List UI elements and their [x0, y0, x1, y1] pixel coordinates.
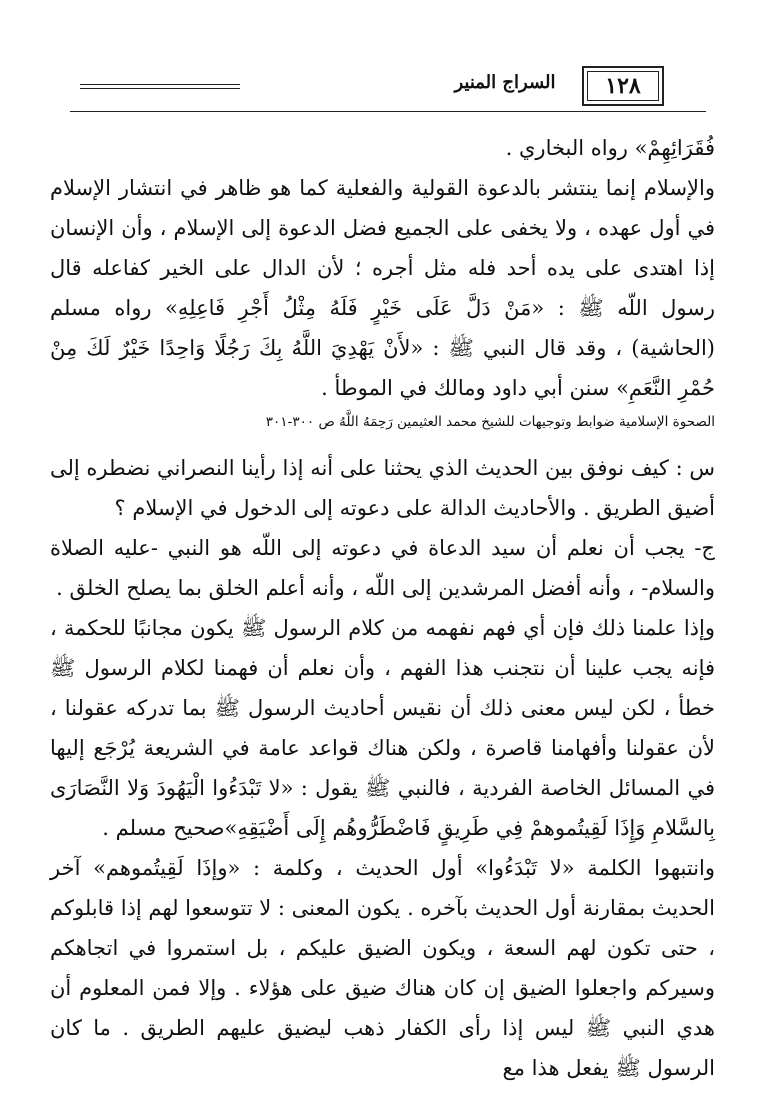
book-title: السراج المنير	[454, 72, 556, 93]
header-ornament-left	[80, 84, 240, 89]
question-paragraph: س : كيف نوفق بين الحديث الذي يحثنا على أنه إذا رأينا النصراني نضطره إلى أضيق الطريق . والأحاديث الدالة على دعوته إلى الدخول في الإسلام ؟	[50, 456, 715, 520]
answer-paragraph: ج- يجب أن نعلم أن سيد الدعاة في دعوته إلى اللّه هو النبي -عليه الصلاة والسلام- ، وأنه أفضل المرشدين إلى اللّه ، وأنه أعلم الخلق بما يصلح الخلق .	[50, 536, 715, 600]
paragraph-explanation: وانتبهوا الكلمة «لا تَبْدَءُوا» أول الحديث ، وكلمة : «وإذَا لَقِيتُموهم» آخر الحديث بمقارنة أول الحديث بآخره . يكون المعنى : لا تتوسعوا لهم إذا قابلوكم ، حتى تكون لهم السعة ، ويكون الضيق عليكم ، بل استمروا في اتجاهكم وسيركم واجعلوا الضيق إن كان هناك ضيق على هؤلاء . وإلا فمن المعلوم أن هدي النبي ﷺ ليس إذا رأى الكفار ذهب ليضيق عليهم الطريق . ما كان الرسول ﷺ يفعل هذا مع	[50, 856, 715, 1080]
paragraph-understanding: وإذا علمنا ذلك فإن أي فهم نفهمه من كلام الرسول ﷺ يكون مجانبًا للحكمة ، فإنه يجب علينا أن نتجنب هذا الفهم ، وأن نعلم أن فهمنا لكلام الرسول ﷺ خطأ ، لكن ليس معنى ذلك أن نقيس أحاديث الرسول ﷺ بما تدركه عقولنا ، لأن عقولنا وأفهامنا قاصرة ، ولكن هناك قواعد عامة في الشريعة يُرْجَع إليها في المسائل الخاصة الفردية ، فالنبي ﷺ يقول : «لا تَبْدَءُوا الْيَهُودَ وَلا النَّصَارَى بِالسَّلامِ وَإِذَا لَقِيتُموهمْ فِي طَرِيقٍ فَاضْطَرُّوهُم إِلَى أَضْيَقِهِ»صحيح مسلم .	[50, 616, 715, 840]
paragraph-dawah: والإسلام إنما ينتشر بالدعوة القولية والفعلية كما هو ظاهر في انتشار الإسلام في أول عهده ، ولا يخفى على الجميع فضل الدعوة إلى الإسلام ، وأن الإنسان إذا اهتدى على يده أحد فله مثل أجره ؛ لأن الدال على الخير كفاعله قال رسول اللّه ﷺ : «مَنْ دَلَّ عَلَى خَيْرٍ فَلَهُ مِثْلُ أَجْرِ فَاعِلِهِ» رواه مسلم (الحاشية) ، وقد قال النبي ﷺ : «لأَنْ يَهْدِيَ اللَّهُ بِكَ رَجُلًا وَاحِدًا خَيْرٌ لَكَ مِنْ حُمْرِ النَّعَمِ» سنن أبي داود ومالك في الموطأ .	[50, 176, 715, 400]
paragraph-continuation: فُقَرَائِهِمْ» رواه البخاري .	[505, 136, 715, 160]
header-rule	[70, 111, 706, 112]
page-number-box	[582, 66, 664, 106]
page-body	[50, 128, 715, 1088]
source-citation: الصحوة الإسلامية ضوابط وتوجيهات للشيخ محمد العثيمين رَحِمَهُ اللَّهُ ص ٣٠٠-٣٠١	[265, 414, 715, 430]
page-number: ١٢٨	[587, 71, 659, 101]
page-header	[70, 66, 706, 116]
